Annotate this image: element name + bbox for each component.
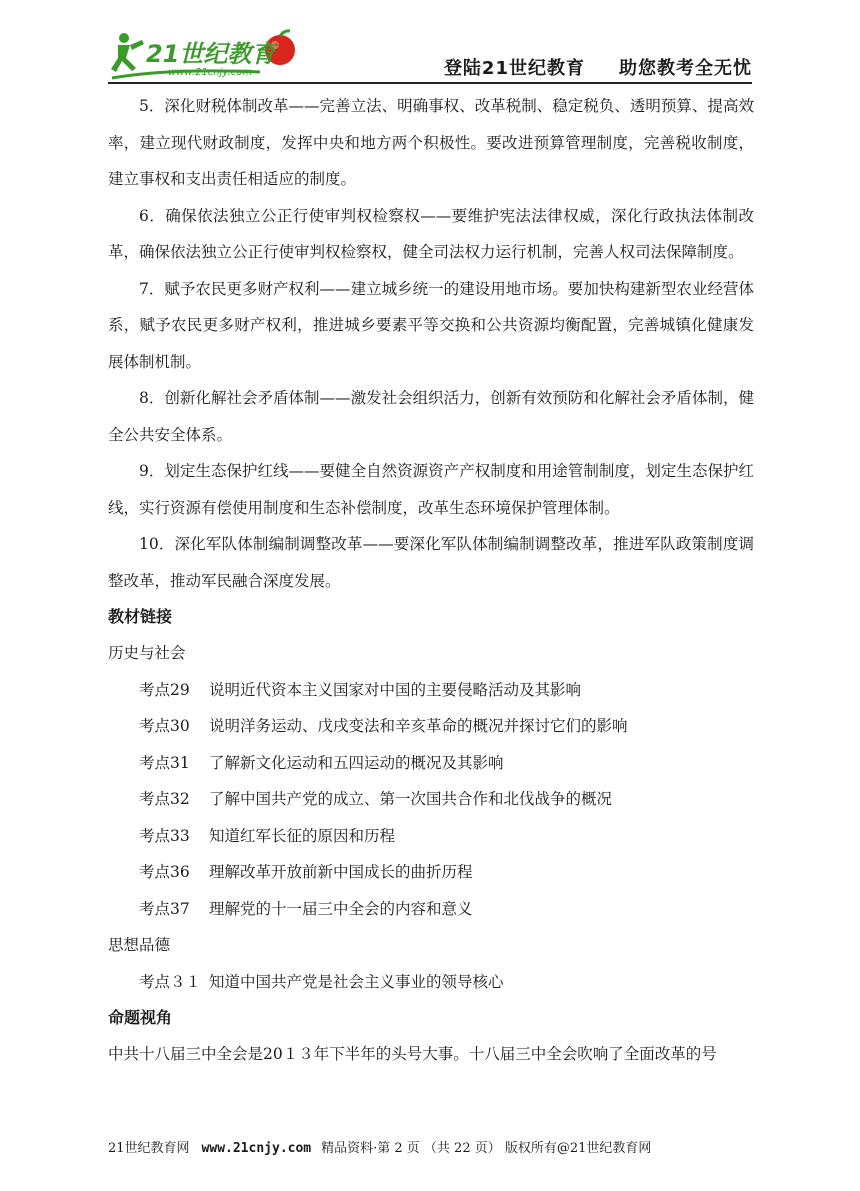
item-code: 考点33 bbox=[139, 826, 190, 845]
item-text: 了解新文化运动和五四运动的概况及其影响 bbox=[209, 753, 504, 772]
item-code: 考点３１ bbox=[139, 972, 202, 991]
item-code: 考点36 bbox=[139, 863, 190, 881]
item-code: 考点31 bbox=[139, 753, 190, 772]
list-item bbox=[108, 818, 754, 855]
item-text: 理解党的十一届三中全会的内容和意义 bbox=[209, 899, 473, 918]
item-text: 了解中国共产党的成立、第一次国共合作和北伐战争的概况 bbox=[209, 790, 613, 808]
textbook-section-title: 教材链接 bbox=[108, 607, 173, 626]
item-text: 知道中国共产党是社会主义事业的领导核心 bbox=[209, 972, 504, 991]
footer-info: 精品资料·第 2 页 （共 22 页） 版权所有@21世纪教育网 bbox=[321, 1141, 652, 1156]
item-text: 理解改革开放前新中国成长的曲折历程 bbox=[209, 863, 473, 881]
paragraph-10: 10．深化军队体制编制调整改革——要深化军队体制编制调整改革，推进军队政策制度调整改革，推动军民融合深度发展。 bbox=[108, 535, 754, 590]
item-code: 考点30 bbox=[139, 717, 190, 735]
list-item bbox=[108, 672, 754, 709]
item-text: 说明近代资本主义国家对中国的主要侵略活动及其影响 bbox=[209, 680, 582, 699]
list-item bbox=[108, 854, 754, 891]
subject-history: 历史与社会 bbox=[108, 644, 186, 662]
paragraph-9: 9．划定生态保护红线——要健全自然资源资产产权制度和用途管制制度，划定生态保护红线，实行资源有偿使用制度和生态补偿制度，改革生态环境保护管理体制。 bbox=[108, 462, 754, 517]
footer-url-link[interactable]: www.21cnjy.com bbox=[201, 1141, 312, 1156]
paragraph-5: 5．深化财税体制改革——完善立法、明确事权、改革税制、稳定税负、透明预算、提高效率，建立现代财政制度，发挥中央和地方两个积极性。要改进预算管理制度，完善税收制度，建立事权和支出责任相适应的制度。 bbox=[108, 97, 754, 188]
logo-text: 21世纪教育 bbox=[146, 40, 276, 68]
list-item bbox=[108, 781, 754, 818]
page-footer bbox=[108, 1137, 754, 1156]
header-slogan bbox=[444, 54, 752, 80]
paragraph-8: 8．创新化解社会矛盾体制——激发社会组织活力，创新有效预防和化解社会矛盾体制，健全公共安全体系。 bbox=[108, 389, 754, 444]
footer-site: 21世纪教育网 bbox=[108, 1141, 190, 1156]
page-content bbox=[108, 88, 754, 1073]
site-logo bbox=[110, 28, 310, 84]
item-text: 知道红军长征的原因和历程 bbox=[209, 826, 396, 845]
paragraph-7: 7．赋予农民更多财产权利——建立城乡统一的建设用地市场。要加快构建新型农业经营体系，赋予农民更多财产权利，推进城乡要素平等交换和公共资源均衡配置，完善城镇化健康发展体制机制。 bbox=[108, 279, 754, 371]
history-list bbox=[108, 672, 754, 928]
page-header bbox=[0, 0, 860, 86]
list-item bbox=[108, 891, 754, 928]
paragraph-6: 6．确保依法独立公正行使审判权检察权——要维护宪法法律权威，深化行政执法体制改革，确保依法独立公正行使审判权检察权，健全司法权力运行机制，完善人权司法保障制度。 bbox=[108, 206, 754, 261]
slogan-left: 登陆21世纪教育 bbox=[443, 58, 585, 79]
list-item bbox=[108, 964, 754, 1001]
header-divider bbox=[108, 82, 752, 84]
perspective-text: 中共十八届三中全会是20１３年下半年的头号大事。十八届三中全会吹响了全面改革的号 bbox=[108, 1045, 717, 1063]
list-item bbox=[108, 745, 754, 782]
logo-graphic bbox=[110, 28, 310, 84]
item-code: 考点29 bbox=[139, 680, 190, 699]
item-text: 说明洋务运动、戊戌变法和辛亥革命的概况并探讨它们的影响 bbox=[209, 717, 628, 735]
item-code: 考点32 bbox=[139, 790, 190, 808]
morality-list bbox=[108, 964, 754, 1001]
list-item bbox=[108, 708, 754, 745]
slogan-right: 助您教考全无忧 bbox=[619, 58, 752, 79]
logo-url: www.21cnjy.com bbox=[168, 67, 253, 78]
subject-morality: 思想品德 bbox=[108, 936, 171, 954]
perspective-section-title: 命题视角 bbox=[108, 1008, 173, 1027]
item-code: 考点37 bbox=[139, 899, 190, 918]
